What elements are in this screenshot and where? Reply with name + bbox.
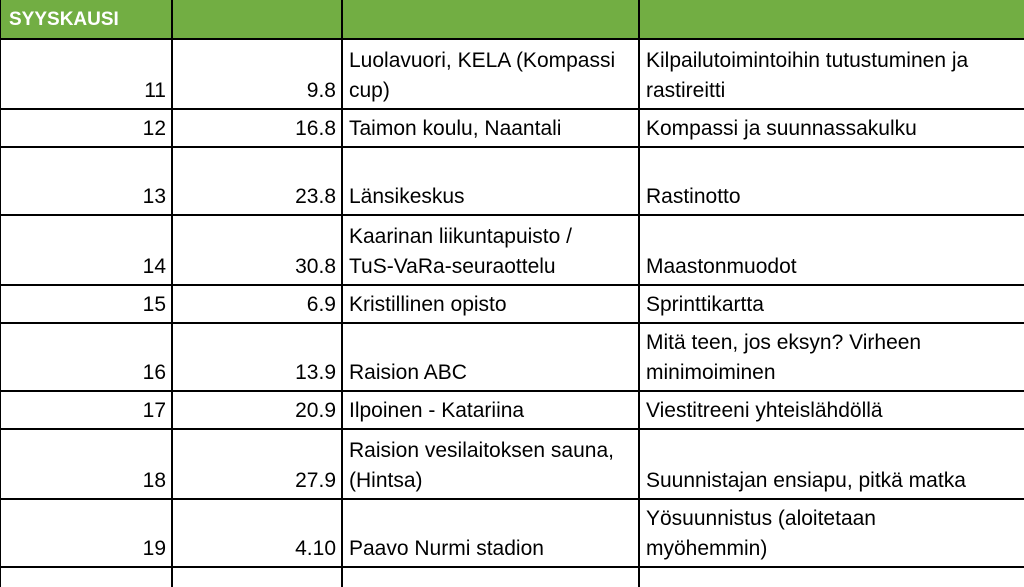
week-number: 17 (142, 399, 166, 422)
topic-cell[interactable] (640, 392, 1024, 428)
header-cell[interactable] (640, 0, 1024, 38)
place-cell[interactable] (343, 500, 640, 566)
week-cell[interactable] (1, 392, 173, 428)
table-row (1, 110, 1024, 148)
topic-cell[interactable] (640, 324, 1024, 390)
table-row (1, 148, 1024, 216)
table-row-empty (1, 568, 1024, 587)
date-cell[interactable] (173, 148, 343, 214)
header-row (1, 0, 1024, 40)
place-cell[interactable] (343, 392, 640, 428)
week-cell[interactable] (1, 40, 173, 108)
topic-cell[interactable] (640, 430, 1024, 498)
topic-text: Sprinttikartta (646, 293, 764, 316)
date-value: 27.9 (295, 469, 336, 492)
week-number: 19 (142, 537, 166, 560)
week-cell[interactable] (1, 148, 173, 214)
place-text: Raision ABC (349, 361, 467, 384)
place-cell[interactable] (343, 110, 640, 146)
date-cell[interactable] (173, 216, 343, 284)
week-cell[interactable] (1, 216, 173, 284)
table-row (1, 430, 1024, 500)
date-value: 30.8 (295, 255, 336, 278)
place-cell[interactable] (343, 430, 640, 498)
date-cell[interactable] (173, 40, 343, 108)
date-cell[interactable] (173, 392, 343, 428)
topic-text: Kompassi ja suunnassakulku (646, 117, 917, 140)
place-text: Ilpoinen - Katariina (349, 399, 525, 422)
week-number: 11 (144, 79, 166, 102)
date-cell[interactable] (173, 430, 343, 498)
place-text: Kaarinan liikuntapuisto / TuS-VaRa-seuraottelu (349, 225, 572, 278)
place-text: Kristillinen opisto (349, 293, 507, 316)
table-row (1, 500, 1024, 568)
header-cell[interactable] (1, 0, 173, 38)
topic-text: Maastonmuodot (646, 255, 797, 278)
week-number: 13 (142, 185, 166, 208)
empty-cell[interactable] (173, 568, 343, 587)
table-row (1, 216, 1024, 286)
topic-cell[interactable] (640, 216, 1024, 284)
topic-text: Mitä teen, jos eksyn? Virheen minimoiminen (646, 331, 922, 384)
topic-text: Viestitreeni yhteislähdöllä (646, 399, 883, 422)
date-value: 9.8 (306, 79, 336, 102)
week-cell[interactable] (1, 110, 173, 146)
date-cell[interactable] (173, 500, 343, 566)
topic-text: Yösuunnistus (aloitetaan myöhemmin) (646, 507, 876, 560)
place-text: Luolavuori, KELA (Kompassi cup) (349, 49, 616, 102)
season-label: SYYSKAUSI (9, 9, 119, 30)
topic-cell[interactable] (640, 148, 1024, 214)
date-value: 20.9 (295, 399, 336, 422)
week-number: 18 (142, 469, 166, 492)
topic-text: Rastinotto (646, 185, 741, 208)
week-cell[interactable] (1, 286, 173, 322)
date-value: 13.9 (295, 361, 336, 384)
topic-text: Kilpailutoimintoihin tutustuminen ja rastireitti (646, 49, 969, 102)
empty-cell[interactable] (343, 568, 640, 587)
place-text: Länsikeskus (349, 185, 465, 208)
date-cell[interactable] (173, 286, 343, 322)
date-value: 4.10 (295, 537, 336, 560)
date-value: 6.9 (306, 293, 336, 316)
table-row (1, 324, 1024, 392)
empty-cell[interactable] (640, 568, 1024, 587)
week-number: 14 (142, 255, 166, 278)
week-number: 12 (142, 117, 166, 140)
header-cell[interactable] (343, 0, 640, 38)
empty-cell[interactable] (1, 568, 173, 587)
table-row (1, 286, 1024, 324)
place-text: Taimon koulu, Naantali (349, 117, 562, 140)
date-cell[interactable] (173, 324, 343, 390)
header-cell[interactable] (173, 0, 343, 38)
place-cell[interactable] (343, 216, 640, 284)
place-cell[interactable] (343, 148, 640, 214)
week-cell[interactable] (1, 324, 173, 390)
place-cell[interactable] (343, 286, 640, 322)
topic-cell[interactable] (640, 110, 1024, 146)
topic-cell[interactable] (640, 500, 1024, 566)
place-text: Raision vesilaitoksen sauna, (Hintsa) (349, 439, 614, 492)
date-value: 16.8 (295, 117, 336, 140)
date-cell[interactable] (173, 110, 343, 146)
topic-cell[interactable] (640, 286, 1024, 322)
table-row (1, 392, 1024, 430)
date-value: 23.8 (295, 185, 336, 208)
week-number: 16 (142, 361, 166, 384)
week-cell[interactable] (1, 500, 173, 566)
place-cell[interactable] (343, 40, 640, 108)
week-cell[interactable] (1, 430, 173, 498)
week-number: 15 (142, 293, 166, 316)
topic-cell[interactable] (640, 40, 1024, 108)
place-text: Paavo Nurmi stadion (349, 537, 544, 560)
table-row (1, 40, 1024, 110)
topic-text: Suunnistajan ensiapu, pitkä matka (646, 469, 966, 492)
place-cell[interactable] (343, 324, 640, 390)
